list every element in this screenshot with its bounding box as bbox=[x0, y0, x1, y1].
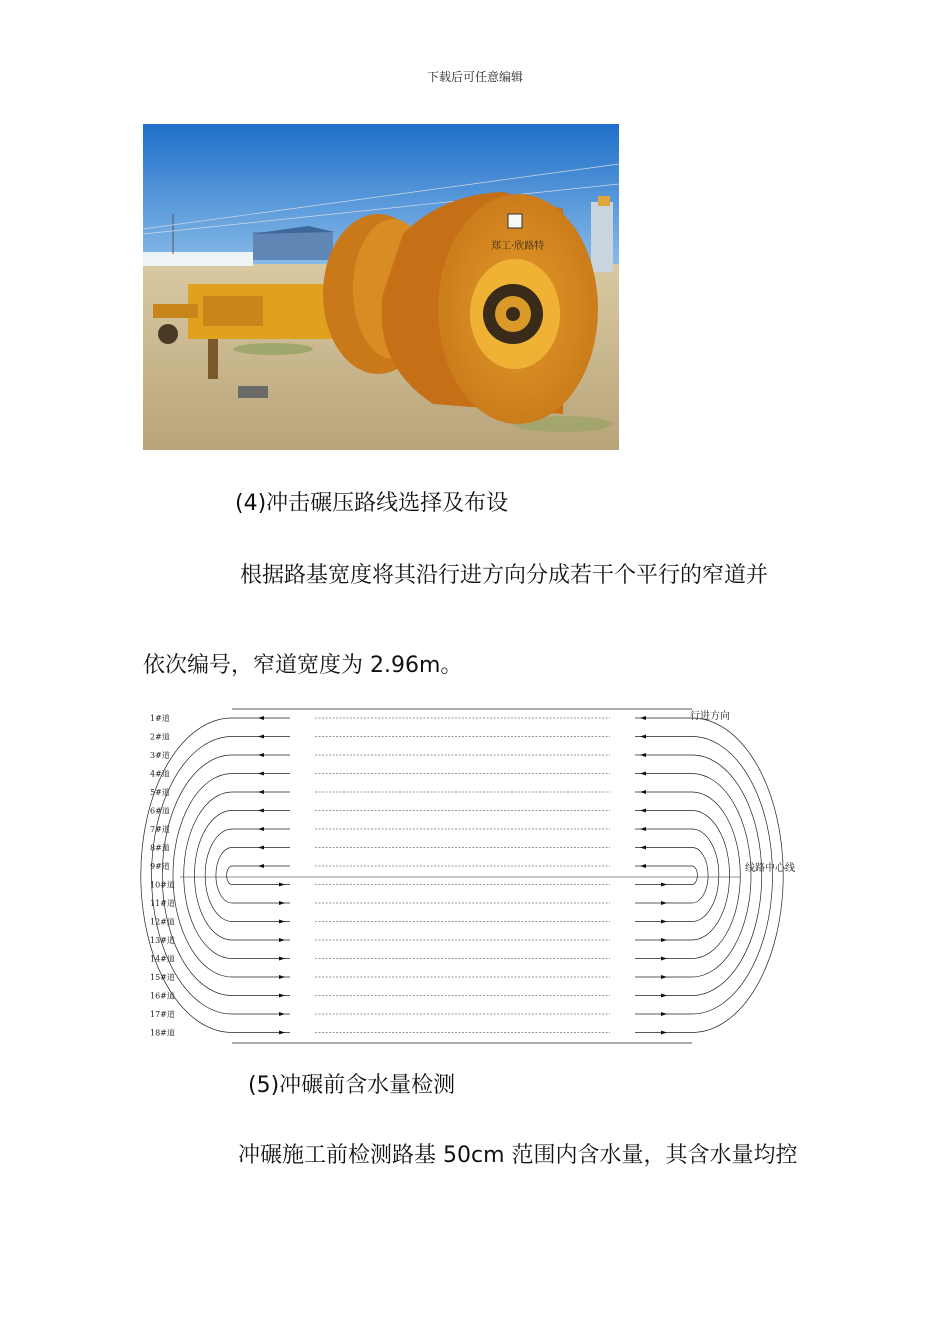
turn-arc-left bbox=[141, 718, 232, 1033]
direction-arrow bbox=[640, 735, 646, 739]
direction-arrow bbox=[640, 716, 646, 720]
turn-arc-left bbox=[173, 774, 232, 978]
direction-arrow bbox=[661, 901, 667, 905]
direction-arrow bbox=[279, 975, 285, 979]
paragraph-lane-division-line1: 根据路基宽度将其沿行进方向分成若干个平行的窄道并 bbox=[240, 563, 769, 588]
direction-arrow bbox=[258, 772, 264, 776]
lane-label: 11#道 bbox=[150, 899, 175, 908]
direction-arrow bbox=[640, 772, 646, 776]
impact-roller-photo bbox=[143, 124, 619, 450]
direction-arrow bbox=[279, 883, 285, 887]
lane-label: 3#道 bbox=[150, 751, 170, 760]
direction-arrow bbox=[661, 994, 667, 998]
lane-label: 7#道 bbox=[150, 825, 170, 834]
route-diagram-svg bbox=[140, 700, 820, 1050]
paragraph-lane-division-line2: 依次编号，窄道宽度为 2.96m。 bbox=[143, 653, 463, 678]
turn-arc-right bbox=[692, 829, 719, 922]
turn-arc-right bbox=[692, 774, 751, 978]
direction-arrow bbox=[661, 975, 667, 979]
direction-arrow bbox=[258, 753, 264, 757]
turn-arc-right bbox=[692, 737, 772, 1015]
direction-arrow bbox=[258, 846, 264, 850]
direction-arrow bbox=[279, 920, 285, 924]
lane-label: 9#道 bbox=[150, 862, 170, 871]
direction-arrow bbox=[258, 735, 264, 739]
direction-arrow bbox=[279, 957, 285, 961]
direction-arrow bbox=[661, 938, 667, 942]
direction-arrow bbox=[640, 827, 646, 831]
lane-label: 13#道 bbox=[150, 936, 175, 945]
drum-brand-text: 郑工·欣路特 bbox=[491, 241, 545, 252]
lane-label: 1#道 bbox=[150, 714, 170, 723]
turn-arc-right bbox=[692, 866, 697, 885]
direction-arrow bbox=[661, 1031, 667, 1035]
lane-label: 8#道 bbox=[150, 843, 170, 853]
turn-arc-right bbox=[692, 792, 740, 959]
direction-arrow bbox=[640, 864, 646, 868]
direction-arrow bbox=[258, 790, 264, 794]
direction-arrow bbox=[640, 846, 646, 850]
turn-arc-left bbox=[227, 866, 232, 885]
direction-arrow bbox=[661, 957, 667, 961]
direction-arrow bbox=[279, 994, 285, 998]
direction-arrow bbox=[258, 716, 264, 720]
paragraph-moisture-check: 冲碾施工前检测路基 50cm 范围内含水量，其含水量均控 bbox=[238, 1143, 798, 1168]
lane-label: 17#道 bbox=[150, 1010, 175, 1019]
turn-arc-right bbox=[692, 718, 783, 1033]
direction-arrow bbox=[258, 827, 264, 831]
direction-arrow bbox=[279, 1012, 285, 1016]
turn-arc-left bbox=[216, 848, 232, 904]
lane-label: 14#道 bbox=[150, 954, 175, 964]
lane-label: 18#道 bbox=[150, 1028, 175, 1038]
lane-label: 12#道 bbox=[150, 917, 175, 927]
lane-label: 10#道 bbox=[150, 880, 175, 890]
section-heading-5: (5)冲碾前含水量检测 bbox=[248, 1073, 456, 1098]
page-header-note: 下载后可任意编辑 bbox=[426, 70, 523, 84]
direction-arrow bbox=[279, 938, 285, 942]
direction-arrow bbox=[640, 790, 646, 794]
direction-arrow bbox=[661, 1012, 667, 1016]
turn-arc-left bbox=[184, 792, 232, 959]
direction-arrow bbox=[640, 809, 646, 813]
direction-label: 行进方向 bbox=[690, 711, 730, 722]
section-heading-4: (4)冲击碾压路线选择及布设 bbox=[235, 491, 509, 516]
lane-label: 2#道 bbox=[150, 732, 170, 742]
direction-arrow bbox=[279, 901, 285, 905]
turn-arc-left bbox=[205, 829, 232, 922]
direction-arrow bbox=[258, 864, 264, 868]
direction-arrow bbox=[661, 883, 667, 887]
roller-machine-image bbox=[143, 124, 619, 450]
lane-label: 4#道 bbox=[150, 769, 170, 779]
direction-arrow bbox=[279, 1031, 285, 1035]
centerline-label: 线路中心线 bbox=[745, 863, 795, 874]
turn-arc-right bbox=[692, 848, 708, 904]
lane-label: 15#道 bbox=[150, 973, 175, 982]
direction-arrow bbox=[258, 809, 264, 813]
direction-arrow bbox=[661, 920, 667, 924]
direction-arrow bbox=[640, 753, 646, 757]
lane-label: 6#道 bbox=[150, 806, 170, 816]
lane-label: 16#道 bbox=[150, 991, 175, 1001]
lane-label: 5#道 bbox=[150, 788, 170, 797]
rolling-route-diagram bbox=[140, 700, 820, 1050]
